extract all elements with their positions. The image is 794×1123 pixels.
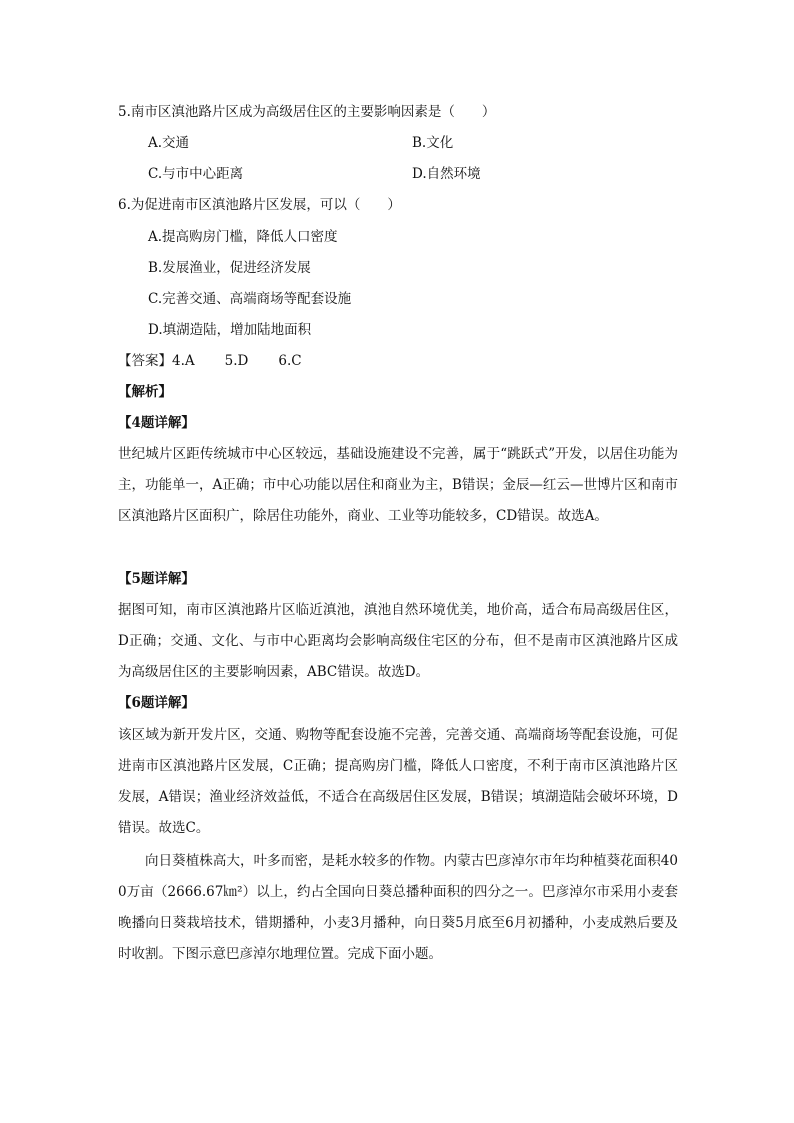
detail-4-text: 世纪城片区距传统城市中心区较远，基础设施建设不完善，属于“跳跃式”开发，以居住功能为主，功能单一，A正确；市中心功能以居住和商业为主，B错误；金辰—红云—世博片区和南市区滇池路片区面积广，除居住功能外，商业、工业等功能较多，CD错误。故选A。 (118, 446, 678, 524)
answer-item: 5.D (224, 353, 249, 369)
answer-line (118, 351, 302, 371)
question-6-option-c: C.完善交通、高端商场等配套设施 (148, 291, 352, 307)
question-5-option-d: D.自然环境 (412, 166, 481, 182)
intro-paragraph: 向日葵植株高大，叶多而密，是耗水较多的作物。内蒙古巴彦淖尔市年均种植葵花面积400万亩（2666.67㎞²）以上，约占全国向日葵总播种面积的四分之一。巴彦淖尔市采用小麦套晚播向日葵栽培技术，错期播种，小麦3月播种，向日葵5月底至6月初播种，小麦成熟后要及时收割。下图示意巴彦淖尔地理位置。完成下面小题。 (118, 853, 678, 962)
analysis-heading: 【解析】 (118, 384, 172, 400)
detail-6-heading: 【6题详解】 (118, 695, 195, 711)
answer-label: 【答案】 (118, 353, 172, 369)
detail-4-heading: 【4题详解】 (118, 415, 195, 431)
question-6-stem: 6.为促进南市区滇池路片区发展，可以（ ） (118, 197, 401, 213)
answer-item: 4.A (172, 353, 195, 369)
detail-5-heading: 【5题详解】 (118, 571, 195, 587)
answer-item: 6.C (278, 353, 302, 369)
detail-5-text: 据图可知，南市区滇池路片区临近滇池，滇池自然环境优美，地价高，适合布局高级居住区，D正确；交通、文化、与市中心距离均会影响高级住宅区的分布，但不是南市区滇池路片区成为高级居住区的主要影响因素，ABC错误。故选D。 (118, 602, 678, 680)
question-6-option-d: D.填湖造陆，增加陆地面积 (148, 322, 312, 338)
question-6-option-b: B.发展渔业，促进经济发展 (148, 260, 311, 276)
detail-6-text: 该区域为新开发片区，交通、购物等配套设施不完善，完善交通、高端商场等配套设施，可促进南市区滇池路片区发展，C正确；提高购房门槛，降低人口密度，不利于南市区滇池路片区发展，A错误；渔业经济效益低，不适合在高级居住区发展，B错误；填湖造陆会破坏环境，D错误。故选C。 (118, 727, 678, 836)
question-5-stem: 5.南市区滇池路片区成为高级居住区的主要影响因素是（ ） (118, 104, 496, 120)
question-6-option-a: A.提高购房门槛，降低人口密度 (148, 229, 338, 245)
question-5-option-a: A.交通 (148, 135, 190, 151)
question-5-option-b: B.文化 (412, 135, 454, 151)
question-5-option-c: C.与市中心距离 (148, 166, 244, 182)
